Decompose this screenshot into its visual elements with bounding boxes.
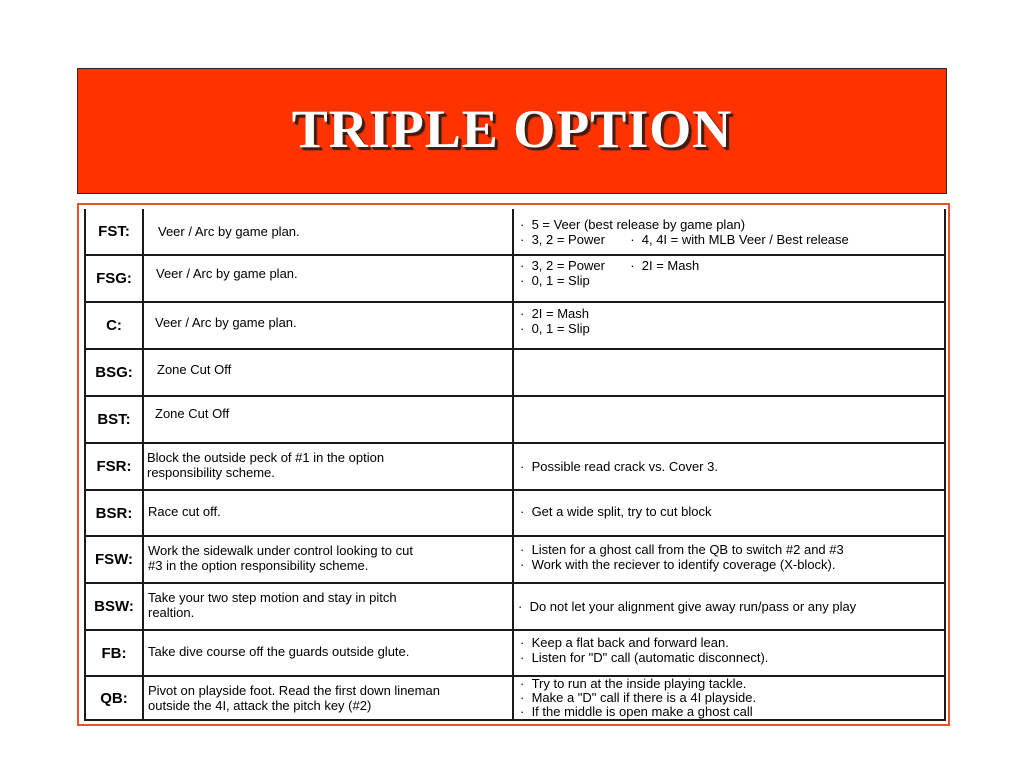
assignment-description: Zone Cut Off (144, 350, 514, 395)
position-label: FB: (84, 631, 144, 675)
assignment-description: Take dive course off the guards outside glute. (144, 631, 514, 675)
coaching-notes (514, 209, 946, 254)
assignment-description: Veer / Arc by game plan. (144, 209, 514, 254)
coaching-notes (514, 491, 946, 535)
coaching-notes (514, 350, 946, 395)
note-item: · Do not let your alignment give away run/pass or any play (518, 599, 938, 614)
assignment-table (77, 203, 950, 726)
note-item: · Work with the reciever to identify coverage (X-block). (520, 557, 938, 572)
note-item: · Listen for "D" call (automatic disconnect). (520, 650, 938, 665)
note-item: · Listen for a ghost call from the QB to switch #2 and #3 (520, 542, 938, 557)
note-item: · Try to run at the inside playing tackle. (520, 677, 938, 691)
coaching-notes (514, 677, 946, 719)
coaching-notes (514, 537, 946, 582)
table-row (84, 584, 946, 631)
coaching-notes (514, 397, 946, 442)
coaching-notes (514, 631, 946, 675)
position-label: QB: (84, 677, 144, 719)
position-label: FST: (84, 209, 144, 254)
table-row (84, 537, 946, 584)
table-row (84, 677, 946, 721)
note-item: · 3, 2 = Power · 2I = Mash (520, 258, 938, 273)
assignment-description: Work the sidewalk under control looking to cut #3 in the option responsibility scheme. (144, 537, 514, 582)
table-row (84, 350, 946, 397)
position-label: BST: (84, 397, 144, 442)
assignment-description: Pivot on playside foot. Read the first down lineman outside the 4I, attack the pitch key (#2) (144, 677, 514, 719)
coaching-notes (514, 303, 946, 348)
position-label: BSG: (84, 350, 144, 395)
table-row (84, 397, 946, 444)
table-row (84, 303, 946, 350)
assignment-description: Take your two step motion and stay in pitch realtion. (144, 584, 514, 629)
assignment-description: Block the outside peck of #1 in the option responsibility scheme. (144, 444, 514, 489)
assignment-description: Race cut off. (144, 491, 514, 535)
note-item: · Get a wide split, try to cut block (520, 504, 938, 519)
note-item: · Make a "D" call if there is a 4I playside. (520, 691, 938, 705)
title-banner (77, 68, 947, 194)
position-label: FSG: (84, 256, 144, 301)
note-item: · 0, 1 = Slip (520, 273, 938, 288)
assignment-description: Veer / Arc by game plan. (144, 256, 514, 301)
position-label: C: (84, 303, 144, 348)
note-item: · Keep a flat back and forward lean. (520, 635, 938, 650)
position-label: FSW: (84, 537, 144, 582)
note-item: · 5 = Veer (best release by game plan) (520, 217, 938, 232)
coaching-notes (514, 444, 946, 489)
position-label: FSR: (84, 444, 144, 489)
table-row (84, 256, 946, 303)
table-row (84, 631, 946, 677)
coaching-notes (514, 584, 946, 629)
note-item: · 3, 2 = Power · 4, 4I = with MLB Veer / Best release (520, 232, 938, 247)
table-row (84, 444, 946, 491)
page-title: TRIPLE OPTION (291, 99, 733, 159)
table-row (84, 209, 946, 256)
coaching-notes (514, 256, 946, 301)
note-item: · Possible read crack vs. Cover 3. (520, 459, 938, 474)
note-item: · 2I = Mash (520, 306, 938, 321)
note-item: · If the middle is open make a ghost call (520, 705, 938, 719)
assignment-description: Veer / Arc by game plan. (144, 303, 514, 348)
note-item: · 0, 1 = Slip (520, 321, 938, 336)
table-row (84, 491, 946, 537)
position-label: BSW: (84, 584, 144, 629)
assignment-description: Zone Cut Off (144, 397, 514, 442)
position-label: BSR: (84, 491, 144, 535)
